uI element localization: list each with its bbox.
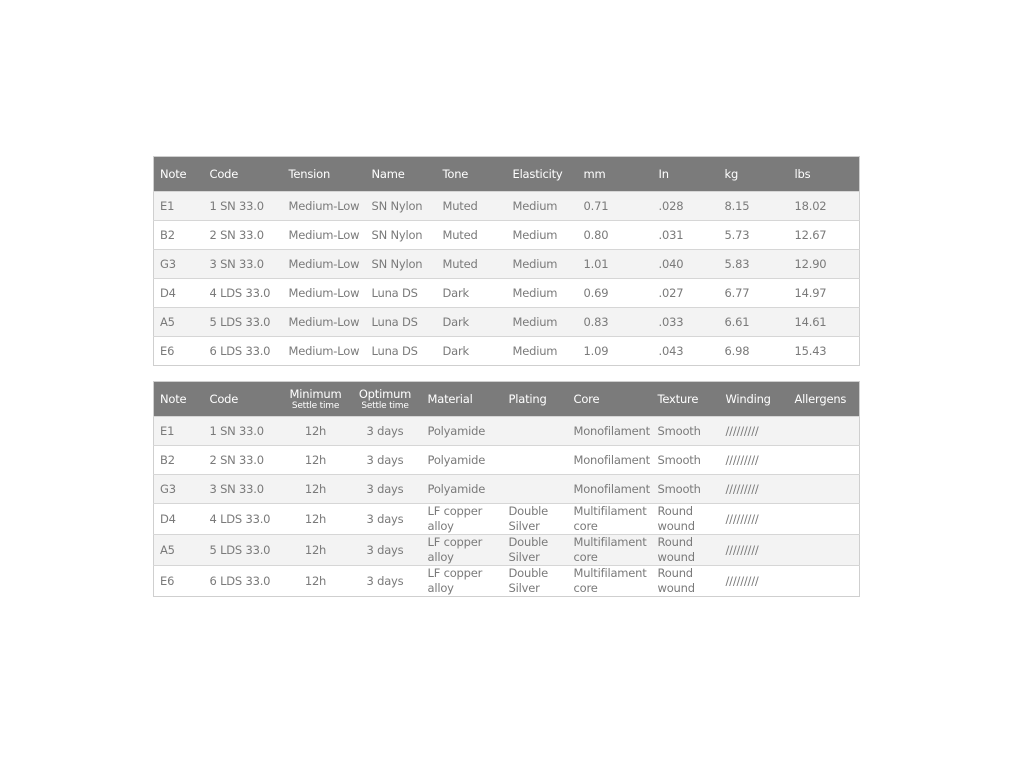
column-header: Note — [160, 391, 187, 406]
table-cell: .028 — [653, 192, 719, 221]
table-cell: E1 — [154, 192, 204, 221]
table-cell: G3 — [154, 250, 204, 279]
table-cell: Muted — [437, 250, 507, 279]
table-cell: 3 days — [349, 566, 422, 597]
table-cell: Multifilament core — [568, 504, 652, 535]
column-header: Tone — [442, 167, 469, 181]
table-cell: 0.69 — [578, 279, 653, 308]
table-cell: Medium — [507, 250, 578, 279]
table-cell: 0.80 — [578, 221, 653, 250]
table-cell: Polyamide — [422, 417, 503, 446]
table-row — [154, 417, 860, 446]
table-cell: B2 — [154, 446, 204, 475]
table-row — [154, 192, 860, 221]
table-cell — [789, 417, 860, 446]
table-cell: 14.61 — [789, 308, 860, 337]
table-row — [154, 475, 860, 504]
table-cell: .040 — [653, 250, 719, 279]
table-cell: 18.02 — [789, 192, 860, 221]
table-cell: ///////// — [720, 446, 789, 475]
table-cell: ///////// — [720, 417, 789, 446]
table-cell: 12h — [283, 417, 349, 446]
table-cell: G3 — [154, 475, 204, 504]
table-cell — [789, 446, 860, 475]
table-cell — [789, 504, 860, 535]
table-cell: Monofilament — [568, 446, 652, 475]
table-cell: Medium-Low — [283, 308, 366, 337]
column-header: Name — [371, 167, 405, 181]
table-cell: 4 LDS 33.0 — [204, 279, 283, 308]
table-cell: Medium — [507, 279, 578, 308]
column-header: mm — [583, 167, 606, 181]
table-header-row — [154, 157, 860, 192]
table-cell — [789, 566, 860, 597]
table-cell: E6 — [154, 337, 204, 366]
table-cell: 5 LDS 33.0 — [204, 308, 283, 337]
table-cell: Smooth — [652, 446, 720, 475]
table-cell: 6 LDS 33.0 — [204, 337, 283, 366]
table-cell — [503, 446, 568, 475]
table-cell: 12.90 — [789, 250, 860, 279]
table-cell: ///////// — [720, 475, 789, 504]
table-cell: A5 — [154, 535, 204, 566]
column-header: Minimum Settle time — [289, 386, 342, 411]
table-cell — [503, 417, 568, 446]
table-cell: 4 LDS 33.0 — [204, 504, 283, 535]
table-cell: Smooth — [652, 475, 720, 504]
table-cell: 1 SN 33.0 — [204, 417, 283, 446]
table-cell: Multifilament core — [568, 535, 652, 566]
column-header: Code — [209, 167, 239, 181]
column-header: Note — [160, 167, 187, 181]
table-cell: 3 days — [349, 475, 422, 504]
table-cell: Double Silver — [503, 504, 568, 535]
table-cell: 12h — [283, 504, 349, 535]
table-cell: 2 SN 33.0 — [204, 446, 283, 475]
table-cell — [503, 475, 568, 504]
table-cell: Medium — [507, 308, 578, 337]
column-header: Plating — [508, 391, 547, 406]
table-cell: Double Silver — [503, 566, 568, 597]
table-cell: Monofilament — [568, 417, 652, 446]
table-cell: Smooth — [652, 417, 720, 446]
table-cell: 6.98 — [719, 337, 789, 366]
table-row — [154, 250, 860, 279]
table-cell: 1 SN 33.0 — [204, 192, 283, 221]
table-cell: Medium-Low — [283, 192, 366, 221]
table-cell: Luna DS — [366, 279, 437, 308]
column-header: Core — [573, 391, 600, 406]
table-cell: 3 days — [349, 417, 422, 446]
table-cell: Luna DS — [366, 308, 437, 337]
table-body — [154, 192, 860, 366]
column-header: Texture — [657, 391, 699, 406]
table-cell: 12h — [283, 566, 349, 597]
table-cell: 14.97 — [789, 279, 860, 308]
table-cell: Round wound — [652, 566, 720, 597]
table-cell: 3 SN 33.0 — [204, 250, 283, 279]
table-cell: Dark — [437, 337, 507, 366]
table-cell: Muted — [437, 192, 507, 221]
table-cell: SN Nylon — [366, 221, 437, 250]
table-cell: 6.61 — [719, 308, 789, 337]
table-body — [154, 417, 860, 597]
table-cell: .031 — [653, 221, 719, 250]
table-cell: Double Silver — [503, 535, 568, 566]
table-cell: Monofilament — [568, 475, 652, 504]
column-header: Material — [427, 391, 473, 406]
table-cell: 5.83 — [719, 250, 789, 279]
table-row — [154, 221, 860, 250]
table-cell: 12h — [283, 535, 349, 566]
table-cell: 1.01 — [578, 250, 653, 279]
string-specs-table — [153, 156, 860, 366]
table-cell: Multifilament core — [568, 566, 652, 597]
table-cell: SN Nylon — [366, 250, 437, 279]
table-cell: 6.77 — [719, 279, 789, 308]
table-cell: Dark — [437, 279, 507, 308]
table-cell: ///////// — [720, 566, 789, 597]
table-cell: 12h — [283, 446, 349, 475]
table-cell: 2 SN 33.0 — [204, 221, 283, 250]
column-header: Optimum Settle time — [358, 386, 412, 411]
table-row — [154, 446, 860, 475]
column-header: Allergens — [794, 391, 847, 406]
table-cell: 3 days — [349, 446, 422, 475]
table-row — [154, 337, 860, 366]
column-header: Tension — [288, 167, 331, 181]
table-cell: SN Nylon — [366, 192, 437, 221]
table-cell: 3 days — [349, 535, 422, 566]
table-cell: 0.83 — [578, 308, 653, 337]
table-cell: B2 — [154, 221, 204, 250]
table-row — [154, 535, 860, 566]
table-cell: E6 — [154, 566, 204, 597]
table-row — [154, 566, 860, 597]
column-header: kg — [724, 167, 739, 181]
table-cell: LF copper alloy — [422, 535, 503, 566]
column-header: In — [658, 167, 669, 181]
table-cell: Round wound — [652, 535, 720, 566]
table-cell: Muted — [437, 221, 507, 250]
table-cell — [789, 535, 860, 566]
table-cell: LF copper alloy — [422, 566, 503, 597]
table-cell: .043 — [653, 337, 719, 366]
column-header: Code — [209, 391, 239, 406]
table-cell: Medium-Low — [283, 221, 366, 250]
table-cell: Luna DS — [366, 337, 437, 366]
table-cell: Medium — [507, 192, 578, 221]
table-cell: 5.73 — [719, 221, 789, 250]
table-cell: 0.71 — [578, 192, 653, 221]
table-cell: 3 days — [349, 504, 422, 535]
table-cell: .033 — [653, 308, 719, 337]
table-cell: ///////// — [720, 535, 789, 566]
table-cell: Medium-Low — [283, 279, 366, 308]
column-header: Elasticity — [512, 167, 563, 181]
table-cell: 6 LDS 33.0 — [204, 566, 283, 597]
table-cell: Polyamide — [422, 475, 503, 504]
table-cell: 3 SN 33.0 — [204, 475, 283, 504]
table-row — [154, 279, 860, 308]
table-cell: .027 — [653, 279, 719, 308]
column-header: Winding — [725, 391, 771, 406]
column-header: lbs — [794, 167, 811, 181]
table-cell: Round wound — [652, 504, 720, 535]
table-cell: D4 — [154, 504, 204, 535]
table-cell: 15.43 — [789, 337, 860, 366]
table-cell: 12.67 — [789, 221, 860, 250]
table-cell: 8.15 — [719, 192, 789, 221]
table-cell: ///////// — [720, 504, 789, 535]
table-cell: 12h — [283, 475, 349, 504]
table-cell: Medium — [507, 337, 578, 366]
table-cell: Medium-Low — [283, 250, 366, 279]
table-cell: 5 LDS 33.0 — [204, 535, 283, 566]
table-cell: Medium — [507, 221, 578, 250]
table-cell: Dark — [437, 308, 507, 337]
string-materials-table — [153, 381, 860, 597]
table-cell: A5 — [154, 308, 204, 337]
table-row — [154, 504, 860, 535]
table-cell: D4 — [154, 279, 204, 308]
table-cell: LF copper alloy — [422, 504, 503, 535]
table-header-row — [154, 382, 860, 417]
table-cell: E1 — [154, 417, 204, 446]
table-row — [154, 308, 860, 337]
table-cell — [789, 475, 860, 504]
table-cell: Polyamide — [422, 446, 503, 475]
table-cell: Medium-Low — [283, 337, 366, 366]
table-cell: 1.09 — [578, 337, 653, 366]
